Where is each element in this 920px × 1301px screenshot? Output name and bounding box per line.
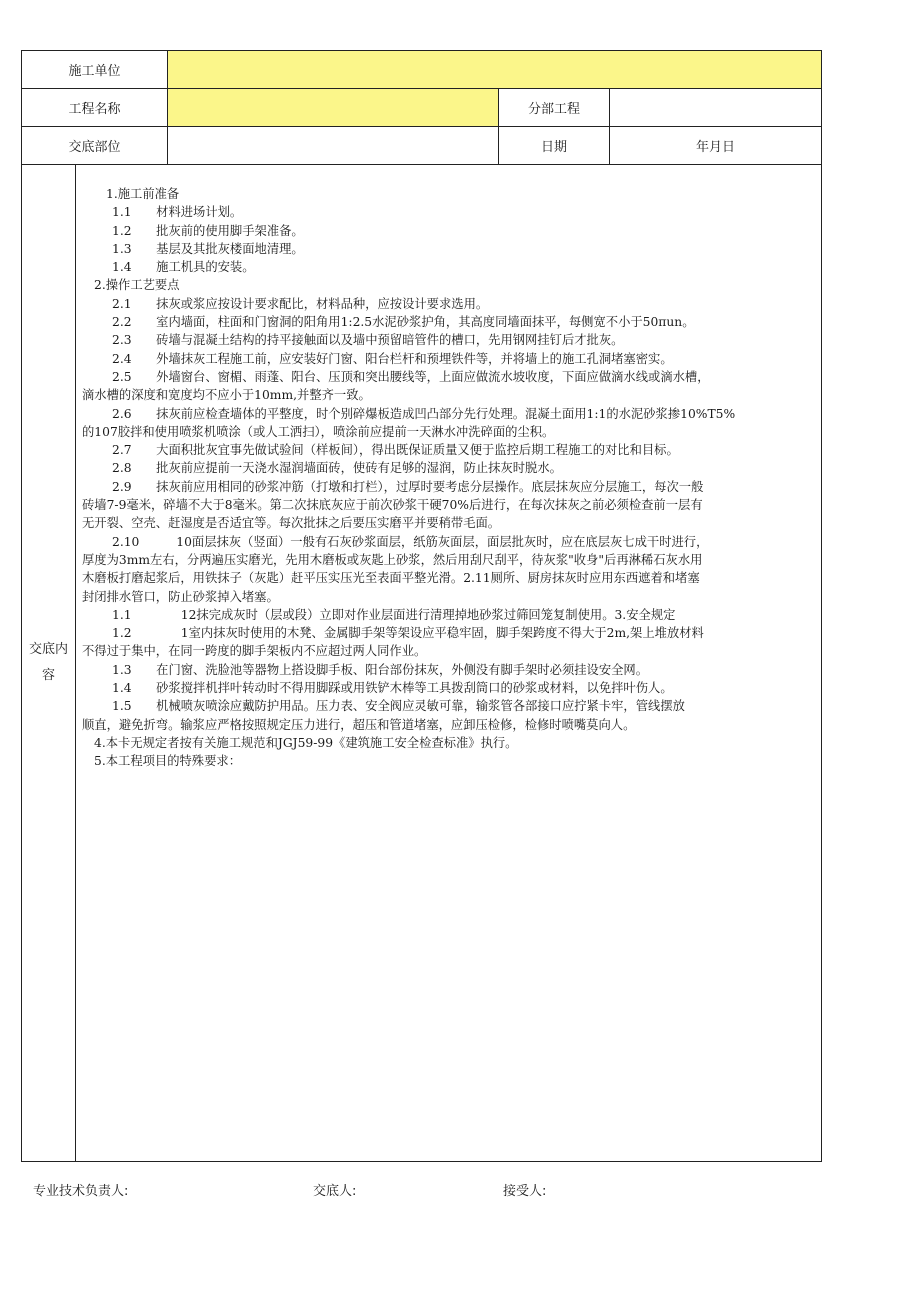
date-label: 日期 — [499, 127, 610, 165]
content-cell — [76, 165, 822, 1162]
division-label: 分部工程 — [499, 89, 610, 127]
content-label-line1: 交底内 — [28, 642, 68, 657]
content-line: 无开裂、空壳、赶湿度是否适宜等。每次批抹之后要压实磨平并要稍带毛面。 — [82, 516, 501, 531]
content-line: 滴水槽的深度和宽度均不应小于10mm,并整齐一致。 — [82, 388, 371, 403]
content-line: 2.1 抹灰或浆应按设计要求配比，材料品种，应按设计要求选用。 — [112, 296, 489, 311]
division-value[interactable] — [610, 89, 822, 127]
receiver-label: 接受人: — [503, 1184, 547, 1199]
content-line: 1.5 机械喷灰喷涂应戴防护用品。压力表、安全阀应灵敏可靠，输浆管各部接口应拧紧卡牢，管线摆放 — [112, 699, 685, 714]
content-line: 砖墙7-9毫米，碎墙不大于8毫米。第二次抹底灰应于前次砂浆干硬70%后进行，在每次抹灰之前必须检查前一层有 — [82, 498, 703, 513]
content-line: 1.2 批灰前的使用脚手架准备。 — [112, 223, 304, 238]
content-line: 2.10 10面层抹灰（竖面）一般有石灰砂浆面层，纸筋灰面层，面层批灰时，应在底层灰七成干时进行， — [112, 534, 709, 549]
date-value[interactable]: 年月日 — [610, 127, 822, 165]
content-line: 木磨板打磨起浆后，用铁抹子（灰匙）赶平压实压光至表面平整光滑。2.11厕所、厨房抹灰时应用东西遮着和堵塞 — [82, 571, 700, 586]
disclosure-content — [76, 165, 821, 771]
content-line: 不得过于集中，在同一跨度的脚手架板内不应超过两人同作业。 — [82, 644, 427, 659]
content-line: 1.1 材料进场计划。 — [112, 205, 243, 220]
project-value[interactable] — [168, 89, 499, 127]
content-line: 5.本工程项目的特殊要求： — [94, 754, 241, 769]
content-line: 1.4 施工机具的安装。 — [112, 260, 255, 275]
part-label: 交底部位 — [22, 127, 168, 165]
project-label: 工程名称 — [22, 89, 168, 127]
content-line: 厚度为3mm左右，分两遍压实磨光，先用木磨板或灰匙上砂浆，然后用刮尺刮平，待灰浆"收身"后再淋稀石灰水用 — [82, 552, 703, 567]
content-line: 的107胶拌和使用喷浆机喷涂（或人工洒扫），喷涂前应提前一天淋水冲洗碎面的尘积。 — [82, 424, 555, 439]
tech-lead-label: 专业技术负责人: — [33, 1184, 129, 1199]
content-line: 2.7 大面积批灰宜事先做试验间（样板间），得出既保证质量又便于监控后期工程施工的对比和目标。 — [112, 443, 679, 458]
content-line: 2.4 外墙抹灰工程施工前，应安装好门窗、阳台栏杆和预埋铁件等，并将墙上的施工孔洞堵塞密实。 — [112, 351, 673, 366]
discloser-label: 交底人: — [313, 1184, 357, 1199]
content-line: 2.2 室内墙面，柱面和门窗洞的阳角用1:2.5水泥砂浆护角，其高度同墙面抹平，每侧宽不小于50πun。 — [112, 315, 695, 330]
content-line: 2.3 砖墙与混凝土结构的持平接触面以及墙中预留暗管件的槽口，先用钢网挂钉后才批灰。 — [112, 333, 624, 348]
content-line: 4.本卡无规定者按有关施工规范和JGJ59-99《建筑施工安全检查标准》执行。 — [94, 735, 518, 750]
unit-value[interactable] — [168, 51, 822, 89]
part-value[interactable] — [168, 127, 499, 165]
content-line: 1.3 基层及其批灰楼面地清理。 — [112, 241, 304, 256]
content-line: 1.1 12抹完成灰时（层或段）立即对作业层面进行清理掉地砂浆过筛回笼复制使用。3.安全规定 — [112, 607, 676, 622]
unit-label: 施工单位 — [22, 51, 168, 89]
content-line: 2.8 批灰前应提前一天浇水湿润墙面砖，使砖有足够的湿润，防止抹灰时脱水。 — [112, 461, 562, 476]
disclosure-form — [21, 50, 822, 1162]
content-line: 1.2 1室内抹灰时使用的木凳、金属脚手架等架设应平稳牢固，脚手架跨度不得大于2m,架上堆放材料 — [112, 626, 704, 641]
content-line: 2.6 抹灰前应检查墙体的平整度，时个别碎爆板造成凹凸部分先行处理。混凝土面用1:1的水泥砂浆掺10%T5% — [112, 406, 736, 421]
section-heading: 2.操作工艺要点 — [94, 278, 180, 293]
content-line: 封闭排水管口，防止砂浆掉入堵塞。 — [82, 589, 279, 604]
content-line: 2.5 外墙窗台、窗楣、雨蓬、阳台、压顶和突出腰线等，上面应做流水坡收度，下面应做滴水线或滴水槽， — [112, 369, 710, 384]
content-label — [22, 165, 76, 1162]
content-line: 1.3 在门窗、洗脸池等器物上搭设脚手板、阳台部份抹灰，外侧没有脚手架时必须挂设安全网。 — [112, 662, 649, 677]
section-heading: 1.施工前准备 — [106, 187, 180, 201]
content-line: 2.9 抹灰前应用相同的砂浆冲筋（打墩和打栏），过厚时要考虑分层操作。底层抹灰应分层施工，每次一般 — [112, 479, 704, 494]
content-line: 1.4 砂浆搅拌机拌叶转动时不得用脚踩或用铁铲木棒等工具拨刮筒口的砂浆或材料，以免拌叶伤人。 — [112, 681, 673, 696]
content-line: 顺直，避免折弯。输浆应严格按照规定压力进行，超压和管道堵塞，应卸压检修，检修时喷嘴莫向人。 — [82, 717, 636, 732]
content-label-line2: 容 — [41, 668, 55, 683]
